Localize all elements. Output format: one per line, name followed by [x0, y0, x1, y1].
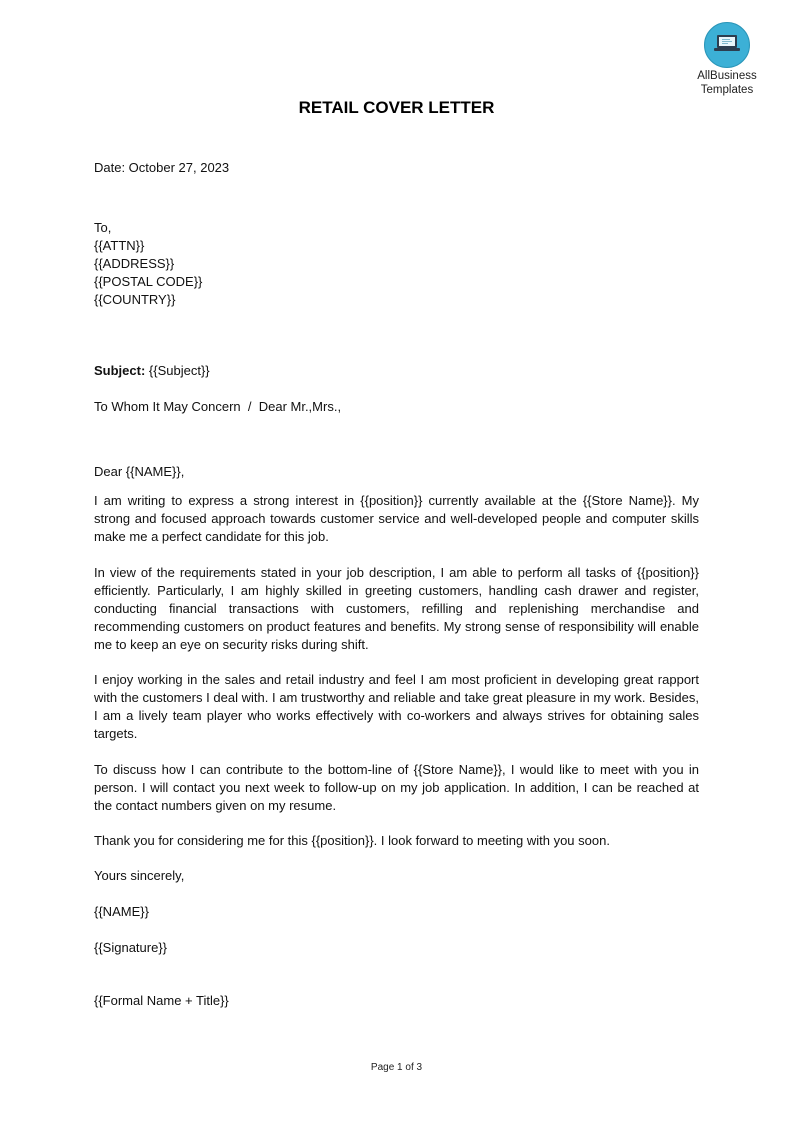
subject-line: [94, 362, 210, 380]
subject-value: {{Subject}}: [145, 363, 210, 378]
address-line-to: To,: [94, 220, 112, 235]
subject-label: Subject:: [94, 363, 146, 378]
logo-text-line2: Templates: [700, 84, 754, 96]
allbusiness-templates-logo: [690, 22, 764, 96]
signature-placeholder: {{Signature}}: [94, 940, 168, 955]
logo-text-line1: AllBusiness: [697, 70, 757, 82]
paragraph-4: To discuss how I can contribute to the bottom-line of {{Store Name}}, I would like to meet with you in person. I will contact you next week to follow-up on my job application. In addition, I can be reached at the contact numbers given on my resume.: [94, 762, 699, 813]
address-line-country: {{COUNTRY}}: [94, 292, 176, 307]
paragraph-2: In view of the requirements stated in your job description, I am able to perform all tasks of {{position}} efficiently. Particularly, I am highly skilled in greeting customers, handling cash drawer and register, conducting financial transactions with customers, refilling and replenishing merchandise and recommending customers on product features and benefits. My strong sense of responsibility will enable me to keep an eye on security risks during shift.: [94, 565, 699, 652]
closing: Yours sincerely,: [94, 868, 185, 883]
paragraph-1: I am writing to express a strong interest in {{position}} currently available at the {{Store Name}}. My strong and focused approach towards customer service and well-developed people and computer skills make me a perfect candidate for this job.: [94, 493, 699, 544]
greeting: Dear {{NAME}},: [94, 464, 185, 479]
paragraph-3: I enjoy working in the sales and retail industry and feel I am most proficient in developing great rapport with the customers I deal with. I am trustworthy and reliable and take great pleasure in my work. Besides, I am a lively team player who works effectively with co-workers and always strives for obtaining sales targets.: [94, 672, 699, 741]
document-title: RETAIL COVER LETTER: [298, 98, 495, 117]
letter-date: Date: October 27, 2023: [94, 160, 230, 175]
laptop-icon: [704, 22, 750, 68]
formal-name-title: {{Formal Name + Title}}: [94, 993, 229, 1008]
page-number: Page 1 of 3: [370, 1062, 423, 1073]
address-line-address: {{ADDRESS}}: [94, 256, 175, 271]
address-line-attn: {{ATTN}}: [94, 238, 145, 253]
salutation-alternative: To Whom It May Concern / Dear Mr.,Mrs.,: [94, 399, 342, 414]
thanks-line: Thank you for considering me for this {{position}}. I look forward to meeting with you soon.: [94, 833, 610, 848]
address-line-postal-code: {{POSTAL CODE}}: [94, 274, 203, 289]
name-placeholder: {{NAME}}: [94, 904, 149, 919]
